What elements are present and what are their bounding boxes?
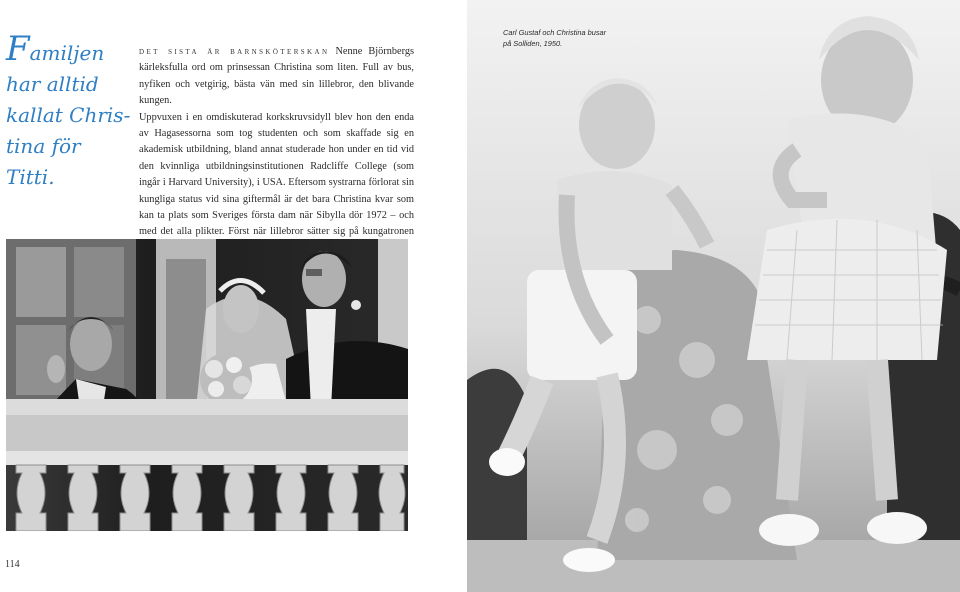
page-number: 114	[5, 559, 20, 570]
photo-caption	[503, 27, 633, 49]
children-photo	[467, 0, 960, 592]
wedding-balcony-photo	[6, 239, 408, 531]
paragraph-1: Nenne Björnbergs kärleksfulla ord om prinsessan Christina som liten. Full av bus, nyfiken och vetgirig, bästa vän med sin lillebror, den blivande kungen.	[139, 46, 414, 107]
lead-in-smallcaps: det sista är barnsköterskan	[139, 46, 330, 57]
caption-line-2: på Solliden, 1950.	[503, 39, 563, 48]
paragraph-2: Uppvuxen i en omdiskuterad korkskruvsidyll blev hon den enda av Hagasessorna som tog studenten och som skaffade sig en akademisk utbildning, bland annat studerade hon under en tid vid den kvinnliga utbildningsinstitutionen Radcliffe College (som ingår i Harvard University), i USA. Eftersom systrarna förlorat sin kungliga status vid sina giftermål är det bara Christina kvar som kan ta plats som Sveriges första dam när Sibylla dör 1972 – och med det alla plikter. Först när lillebror sätter sig på kungatronen	[139, 111, 414, 238]
caption-line-1: Carl Gustaf och Christina busar	[503, 28, 607, 37]
pull-quote-initial: F	[6, 29, 30, 69]
body-text	[139, 44, 414, 257]
pull-quote	[6, 29, 132, 193]
pull-quote-text: amiljen har alltid kallat Christina för Titti.	[6, 41, 131, 189]
